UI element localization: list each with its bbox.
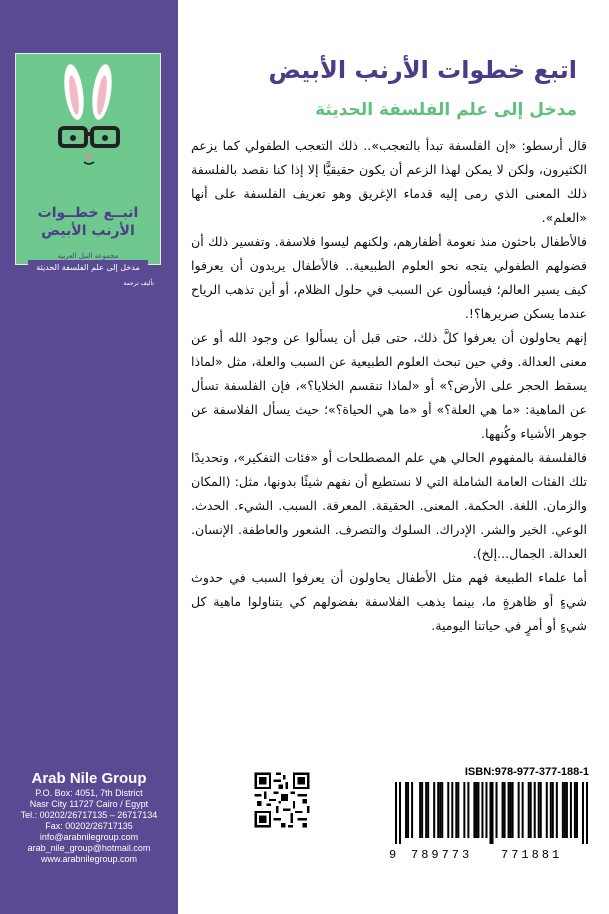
thumbnail-publisher: مجموعة النيل العربية [57, 252, 119, 260]
barcode-bar [481, 782, 483, 838]
barcode-bar [467, 782, 469, 838]
blurb-paragraph: فالفلسفة بالمفهوم الحالي هي علم المصطلحات أو «فئات التفكير»، وتحديدًا تلك الفئات العامة الشاملة التي لا نستطيع أن نفهم شيئًا بدونها، مثل: (المكان والزمان. اللغة. الحكمة. المعنى. الحقيقة. المعرفة. السبب. الشيء. الحدث. الوعي. الخير والشر. الإدراك. السلوك والتصرف. الشعور والعاطفة. الإنسان. العدالة. الجمال...إلخ). [191, 450, 587, 561]
barcode-bar [447, 782, 449, 838]
publisher-info [12, 770, 166, 865]
barcode-bar [562, 782, 564, 838]
barcode-bar [405, 782, 407, 838]
barcode-bar [441, 782, 443, 838]
barcode-bar [574, 782, 576, 838]
barcode-bar [475, 782, 477, 838]
front-cover-thumbnail [15, 53, 161, 287]
barcode-bar [504, 782, 506, 838]
barcode-bar [556, 782, 558, 838]
barcode-bar [492, 782, 494, 844]
publisher-email: info@arabnilegroup.com [39, 832, 139, 842]
publisher-name: Arab Nile Group [31, 770, 147, 787]
barcode-bar [411, 782, 413, 838]
barcode-bar [512, 782, 514, 838]
barcode-bar [540, 782, 542, 838]
book-title: اتبع خطوات الأرنب الأبيض [268, 56, 577, 84]
barcode-bar [534, 782, 536, 838]
barcode-bar [508, 782, 510, 838]
barcode-digits-left: 789773 [411, 848, 473, 862]
blurb-paragraph: أما علماء الطبيعة فهم مثل الأطفال يحاولون أن يعرفوا السبب في حدوث شيءٍ أو ظاهرةٍ ما، بينما يذهب الفلاسفة بفضولهم كي يتناولوا ماهية كل شيءٍ أو أمرٍ في حياتنا اليومية. [191, 570, 587, 633]
barcode-bar [433, 782, 435, 838]
barcode-bar [502, 782, 504, 838]
barcode-bar [473, 782, 475, 838]
barcode-bar [427, 782, 429, 838]
publisher-fax: Fax: 00202/26717135 [45, 821, 133, 831]
publisher-tel: Tel.: 00202/26717135 – 26717134 [20, 810, 158, 820]
barcode-bar [496, 782, 498, 838]
blurb-text [191, 134, 587, 732]
barcode-bar [550, 782, 552, 838]
barcode-bar [489, 782, 491, 844]
barcode-bar [582, 782, 584, 844]
barcode-bar [564, 782, 566, 838]
thumbnail-subtitle: مدخل إلى علم الفلسفة الحديثة [28, 260, 148, 276]
thumbnail-credits: تأليف ترجمة [123, 280, 154, 287]
barcode-bar [576, 782, 578, 838]
publisher-email: arab_nile_group@hotmail.com [27, 843, 151, 853]
isbn-barcode [395, 782, 588, 844]
barcode-bar [395, 782, 397, 844]
book-subtitle: مدخل إلى علم الفلسفة الحديثة [315, 100, 577, 120]
barcode-bar [425, 782, 427, 838]
publisher-address-line: Nasr City 11727 Cairo / Egypt [29, 799, 149, 809]
barcode-bar [451, 782, 453, 838]
barcode-bar [518, 782, 520, 838]
barcode-bar [586, 782, 588, 844]
spine-panel [0, 0, 178, 914]
barcode-bar [538, 782, 540, 838]
barcode-bar [439, 782, 441, 838]
barcode-bar [510, 782, 512, 838]
barcode-bar [522, 782, 524, 838]
qr-code [252, 770, 312, 830]
barcode-bar [546, 782, 548, 838]
publisher-address-line: P.O. Box: 4051, 7th District [35, 788, 143, 798]
barcode-bar [437, 782, 439, 838]
barcode-bar [566, 782, 568, 838]
barcode-bar [477, 782, 479, 838]
barcode-bar [552, 782, 554, 838]
barcode-bar [570, 782, 572, 838]
barcode-bar [419, 782, 421, 838]
barcode-bar [399, 782, 401, 844]
bunny-illustration [56, 62, 122, 202]
barcode-bar [421, 782, 423, 838]
barcode-bar [528, 782, 530, 838]
barcode-bar [463, 782, 465, 838]
publisher-website: www.arabnilegroup.com [40, 854, 138, 864]
barcode-bar [457, 782, 459, 838]
barcode-bar [455, 782, 457, 838]
blurb-paragraph: قال أرسطو: «إن الفلسفة تبدأ بالتعجب».. ذلك التعجب الطفولي كما يزعم الكثيرون، ولكن لا يمكن لهذا الزعم أن يكون حقيقيًّا إلا إذا كنا نقصد بالفلسفة ذلك المعنى الذي رمى إليه قدماء الإغريق وهو تعريف الفلسفة على أنها «العلم». [191, 138, 587, 225]
barcode-bar [485, 782, 487, 838]
barcode-bar [530, 782, 532, 838]
barcode-digits-right: 771881 [501, 848, 563, 862]
barcode-digit-first: 9 [389, 848, 397, 862]
isbn-label: ISBN:978-977-377-188-1 [464, 766, 589, 778]
blurb-paragraph: إنهم يحاولون أن يعرفوا كلَّ ذلك، حتى قبل أن يسألوا عن وجود الله أو عن معنى العدالة. وفي حين تبحث العلوم الطبيعية عن السبب والعلة، مثل «لماذا يسقط الحجر على الأرض؟» أو «لماذا تنقسم الخلايا؟»، فإن الفلسفة تسأل عن الماهية: «ما هي العلة؟» أو «ما هي الحياة؟»؛ حيث يسأل الفلاسفة عن جوهر الأشياء وكُنهها. [191, 330, 587, 441]
barcode-bar [407, 782, 409, 838]
thumbnail-title: اتبــع خطــوات الأرنب الأبيض [37, 205, 139, 239]
blurb-paragraph: فالأطفال باحثون منذ نعومة أظفارهم، ولكنهم ليسوا فلاسفة. وتفسير ذلك أن فضولهم الطفولي يتجه نحو العلوم الطبيعية.. فالأطفال يريدون أن يعرفوا كيف يسير العالم؛ فيسألون عن السبب في حلول الظلام، أو أين تذهب الرياح عندما يسكن صريرها؟!. [191, 234, 587, 321]
